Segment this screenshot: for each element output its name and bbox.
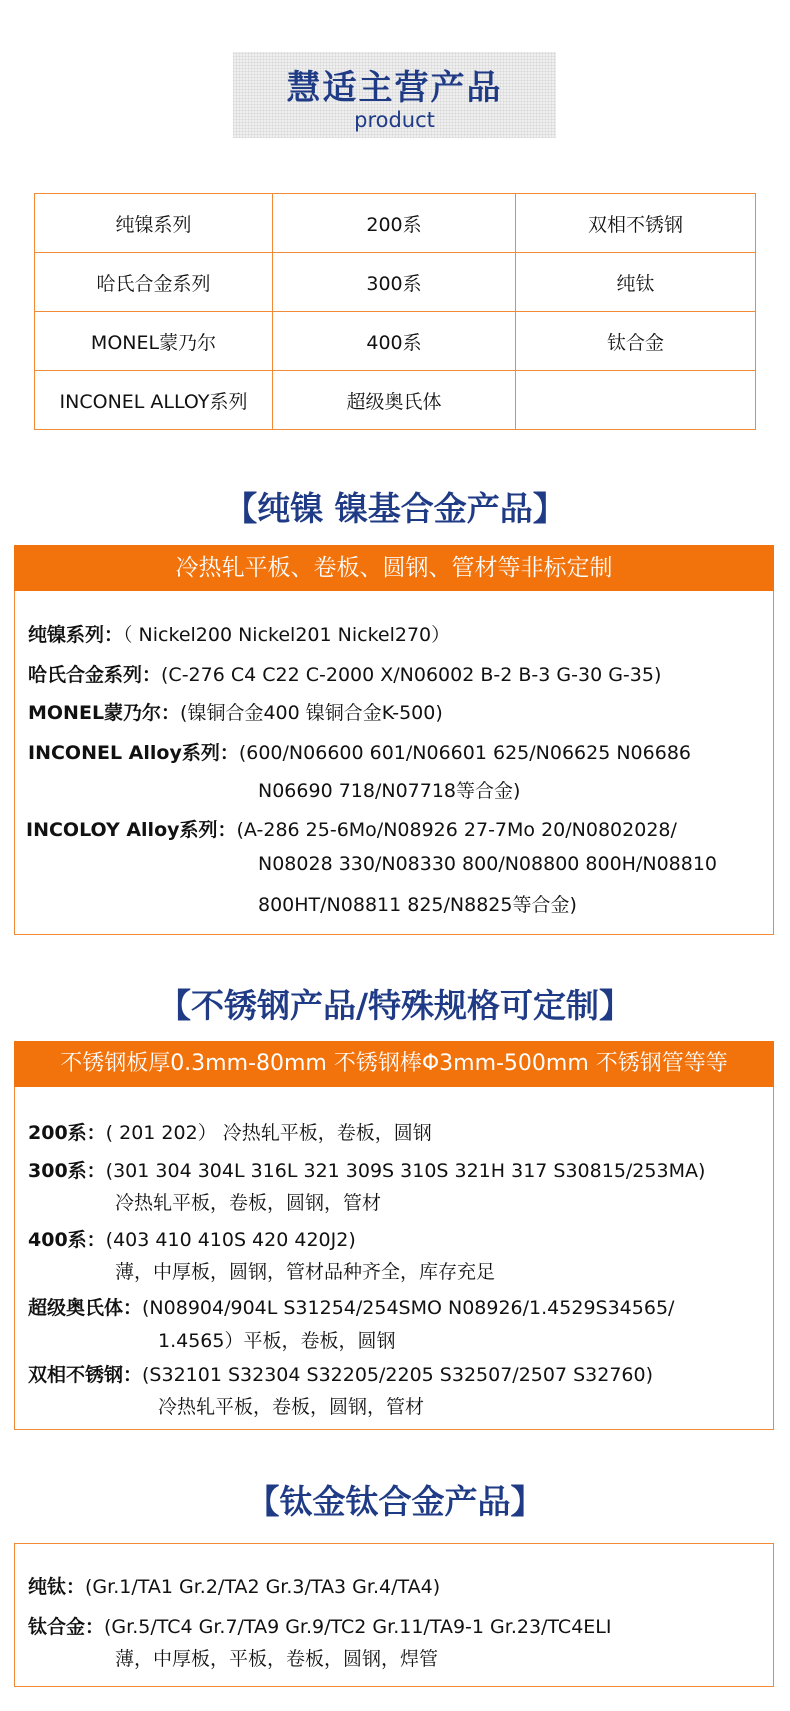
item-text: (600/N06600 601/N06601 625/N06625 N06686 [238,742,691,764]
table-cell: 钛合金 [516,312,756,371]
item-text: N08028 330/N08330 800/N08800 800H/N08810 [258,853,718,875]
table-cell: 超级奥氏体 [273,371,516,430]
titanium-item [28,1572,440,1599]
table-cell: 纯钛 [516,253,756,312]
stainless-item [28,1225,356,1252]
table-cell: 200系 [273,194,516,253]
table-cell: INCONEL ALLOY系列 [35,371,273,430]
page-title: 慧适主营产品 [286,68,503,108]
item-label: 超级奥氏体： [28,1297,143,1319]
item-text: 冷热轧平板，卷板，圆钢，管材 [158,1396,425,1418]
table-cell: 300系 [273,253,516,312]
stainless-item [28,1360,653,1387]
item-text: (S32101 S32304 S32205/2205 S32507/2507 S32760) [142,1364,654,1386]
section-title-titanium: 【钛金钛合金产品】 [246,1482,544,1521]
item-text: 1.4565）平板，卷板，圆钢 [158,1330,396,1352]
item-label: 钛合金： [28,1616,105,1638]
nickel-banner: 冷热轧平板、卷板、圆钢、管材等非标定制 [14,545,774,591]
table-row [35,253,756,312]
table-cell: 400系 [273,312,516,371]
table-cell: 双相不锈钢 [516,194,756,253]
item-label: INCONEL Alloy系列： [28,742,239,764]
table-cell: 哈氏合金系列 [35,253,273,312]
item-text: 冷热轧平板，卷板，圆钢，管材 [115,1192,382,1214]
table-row [35,194,756,253]
item-text: (A-286 25-6Mo/N08926 27-7Mo 20/N0802028/ [236,819,677,841]
nickel-item [26,815,677,842]
stainless-item [28,1118,432,1145]
section-title-stainless: 【不锈钢产品/特殊规格可定制】 [157,986,633,1025]
item-label: 双相不锈钢： [28,1364,143,1386]
table-row [35,312,756,371]
item-label: 哈氏合金系列： [28,664,162,686]
titanium-item [28,1612,611,1639]
item-text: 薄，中厚板，圆钢，管材品种齐全，库存充足 [115,1261,496,1283]
item-text: ( 201 202） 冷热轧平板，卷板，圆钢 [105,1122,432,1144]
item-label: 200系： [28,1122,106,1144]
item-text: （ Nickel200 Nickel201 Nickel270） [123,624,451,646]
nickel-item [28,698,443,725]
stainless-banner: 不锈钢板厚0.3mm-80mm 不锈钢棒Φ3mm-500mm 不锈钢管等等 [14,1041,774,1087]
section-title-nickel: 【纯镍 镍基合金产品】 [224,489,566,528]
item-text: N06690 718/N07718等合金) [258,780,521,802]
item-text: (N08904/904L S31254/254SMO N08926/1.4529S34565/ [142,1297,675,1319]
item-label: 300系： [28,1160,106,1182]
item-text: (Gr.5/TC4 Gr.7/TA9 Gr.9/TC2 Gr.11/TA9-1 Gr.23/TC4ELI [104,1616,612,1638]
table-row [35,371,756,430]
item-label: INCOLOY Alloy系列： [26,819,237,841]
product-table [34,193,756,430]
item-text: (C-276 C4 C22 C-2000 X/N06002 B-2 B-3 G-30 G-35) [161,664,662,686]
nickel-item [28,620,450,647]
stainless-item [28,1156,705,1183]
item-text: 薄，中厚板，平板，卷板，圆钢，焊管 [115,1648,439,1670]
nickel-item [28,738,691,765]
item-label: MONEL蒙乃尔： [28,702,181,724]
item-text: 800HT/N08811 825/N8825等合金) [258,894,577,916]
item-text: (Gr.1/TA1 Gr.2/TA2 Gr.3/TA3 Gr.4/TA4) [85,1576,441,1598]
item-text: (镍铜合金400 镍铜合金K-500) [180,702,443,724]
table-cell [516,371,756,430]
item-text: (301 304 304L 316L 321 309S 310S 321H 317 S30815/253MA) [105,1160,706,1182]
item-text: (403 410 410S 420 420J2) [105,1229,356,1251]
item-label: 纯钛： [28,1576,86,1598]
item-label: 纯镍系列： [28,624,124,646]
nickel-item [28,660,661,687]
table-cell: MONEL蒙乃尔 [35,312,273,371]
stainless-item [28,1293,674,1320]
item-label: 400系： [28,1229,106,1251]
page-subtitle: product [354,108,435,132]
table-cell: 纯镍系列 [35,194,273,253]
